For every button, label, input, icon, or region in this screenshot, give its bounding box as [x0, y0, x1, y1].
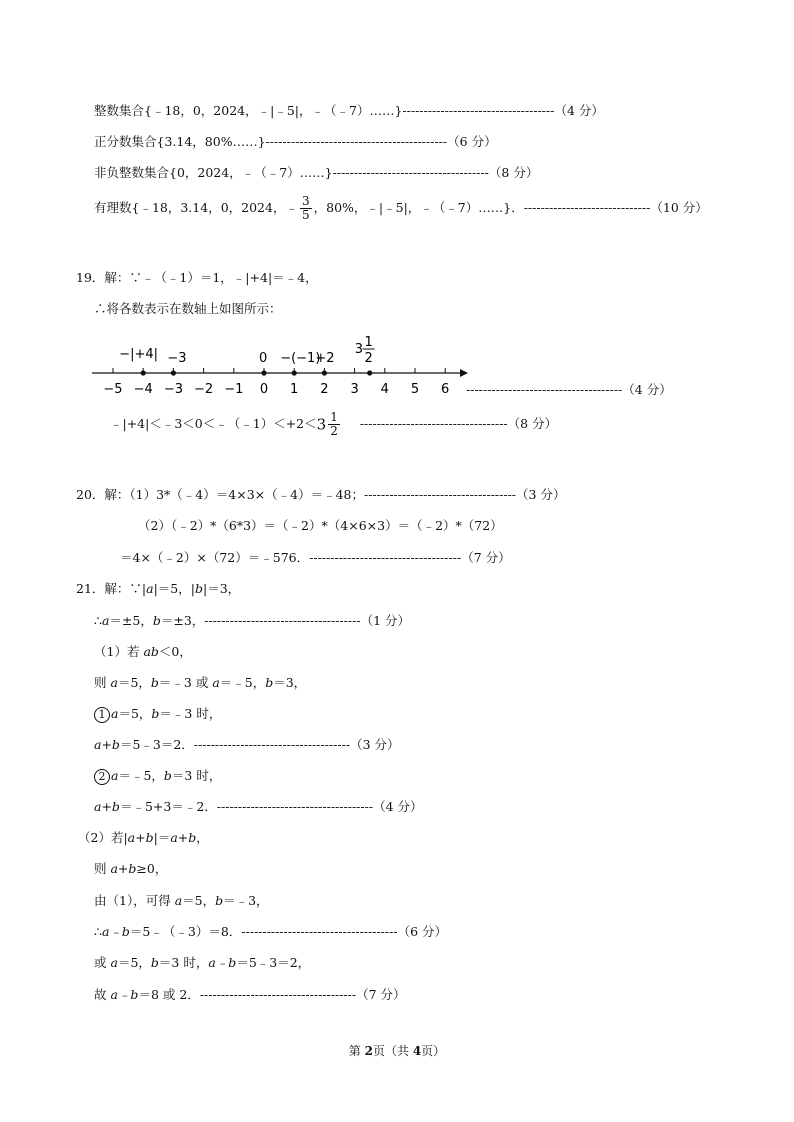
- text: ＝5﹣3＝2．: [119, 737, 194, 752]
- text: ＝±5，: [109, 613, 153, 628]
- q21-line4: [94, 675, 306, 691]
- q21-line3: [94, 644, 192, 660]
- tick-label: −5: [103, 382, 123, 397]
- score-label: （6 分）: [397, 924, 447, 939]
- text: ＝3 时，: [158, 955, 209, 970]
- dash-leader: ------------------------------------: [402, 103, 555, 118]
- text: （2）若|: [78, 830, 128, 845]
- text: ＝﹣5+3＝﹣2．: [119, 799, 217, 814]
- text: ＝3，: [273, 675, 307, 690]
- axis-point: [322, 370, 327, 375]
- q21-line10: [94, 861, 167, 877]
- mixed-number-fraction: [328, 411, 340, 438]
- score-label: （3 分）: [350, 737, 400, 752]
- score-label: （7 分）: [461, 550, 511, 565]
- tick-label: 4: [380, 382, 389, 397]
- q21-line5: [94, 706, 221, 723]
- var-a: a: [111, 768, 119, 783]
- page-number: 2: [364, 1044, 373, 1058]
- q20-part1: 20．解：（1）3*（﹣4）＝4×3×（﹣4）＝﹣48；: [76, 487, 364, 502]
- text: ≥0，: [136, 861, 168, 876]
- comparison-text: ﹣|+4|＜﹣3＜0＜﹣（﹣1）＜+2＜: [110, 416, 317, 431]
- q20-line2: （2）（﹣2）*（6*3）＝（﹣2）*（4×6×3）＝（﹣2）*（72）: [138, 518, 503, 533]
- var-b: b: [265, 675, 274, 690]
- integer-set-line: [94, 103, 604, 119]
- frac-denominator: 2: [330, 424, 338, 438]
- point-label: −(−1): [280, 351, 321, 366]
- positive-fraction-set-text: 正分数集合{3.14，80%……}: [94, 134, 266, 149]
- axis-point: [367, 370, 372, 375]
- text: 页）: [421, 1044, 446, 1058]
- dash-leader: -------------------------------------------: [265, 134, 448, 149]
- var-b: b: [151, 706, 160, 721]
- text: ＝5，: [118, 706, 152, 721]
- tick-label: 6: [441, 382, 450, 397]
- score-label: （6 分）: [447, 134, 497, 149]
- var-a: a: [174, 893, 183, 908]
- text: 则: [94, 861, 111, 876]
- var-a-plus-b: a+b: [127, 830, 154, 845]
- var-ab: ab: [143, 644, 159, 659]
- tick-label: 0: [259, 382, 269, 397]
- text: （1）若: [94, 644, 144, 659]
- rational-set-text-a: 有理数{﹣18，3.14，0，2024，: [94, 200, 286, 215]
- q21-line6: [94, 737, 400, 753]
- dash-leader: -------------------------------------: [332, 165, 489, 180]
- point-label: −3: [167, 351, 187, 366]
- var-a-plus-b: a+b: [94, 737, 120, 752]
- point-label: +2: [315, 351, 335, 366]
- tick-label: 1: [290, 382, 299, 397]
- axis-point: [261, 370, 266, 375]
- q20-line3: [120, 550, 511, 566]
- text: |＝3，: [202, 581, 241, 596]
- circled-number-1: 1: [94, 707, 110, 723]
- rational-set-line: [94, 193, 708, 223]
- point-label-numerator: 1: [364, 336, 373, 350]
- frac-denominator: 5: [301, 208, 310, 222]
- var-a: a: [146, 581, 154, 596]
- q20-result: ＝4×（﹣2）×（72）＝﹣576．: [120, 550, 310, 565]
- page-total: 4: [412, 1044, 422, 1058]
- text: 或: [94, 955, 111, 970]
- var-a: a: [101, 613, 110, 628]
- page-footer: [0, 1042, 794, 1059]
- text: |＝5，|: [153, 581, 195, 596]
- text: ＝5﹣3＝2，: [236, 955, 311, 970]
- text: ＝5，: [117, 955, 151, 970]
- text: ＝5，: [117, 675, 151, 690]
- var-a: a: [110, 955, 118, 970]
- dash-leader: -------------------------------------: [216, 799, 374, 814]
- var-b: b: [194, 581, 203, 596]
- var-b: b: [150, 955, 159, 970]
- score-label: （8 分）: [488, 165, 539, 180]
- q21-line8: [94, 799, 423, 815]
- text: ＝8 或 2．: [138, 987, 200, 1002]
- tick-label: −3: [163, 382, 183, 397]
- point-label: −|+4|: [119, 347, 159, 362]
- point-label: 0: [259, 351, 268, 366]
- text: ＝﹣5，: [219, 675, 266, 690]
- axis-point: [292, 370, 297, 375]
- q21-line12: [94, 924, 447, 940]
- q21-line14: [94, 987, 406, 1003]
- score-label: （8 分）: [507, 416, 558, 431]
- circled-number-2: 2: [94, 769, 110, 785]
- frac-numerator: 1: [330, 410, 338, 424]
- dash-leader: -------------------------------------: [204, 613, 361, 628]
- dash-leader: -------------------------------------: [193, 737, 351, 752]
- axis-point: [141, 370, 146, 375]
- score-label: （4 分）: [554, 103, 604, 118]
- q21-line1: [76, 581, 240, 597]
- dash-leader: ------------------------------------: [363, 487, 517, 502]
- text: 则: [94, 675, 111, 690]
- var-b: b: [215, 893, 224, 908]
- q21-line9: [78, 830, 209, 846]
- score-label: （4 分）: [622, 382, 672, 397]
- score-label: （4 分）: [373, 799, 423, 814]
- score-label: （3 分）: [516, 487, 566, 502]
- axis-point: [171, 370, 176, 375]
- q19-line1: 19．解：∵﹣（﹣1）＝1，﹣|+4|＝﹣4，: [76, 270, 318, 285]
- score-label: （7 分）: [356, 987, 406, 1002]
- text: ＝3 时，: [171, 768, 222, 783]
- q21-line2: [94, 613, 410, 629]
- text: ＝﹣3 时，: [159, 706, 222, 721]
- q21-line13: [94, 955, 310, 971]
- nonnegative-integer-set-text: 非负整数集合{0，2024，﹣（﹣7）……}: [94, 165, 333, 180]
- q19-score1-line: [466, 382, 672, 398]
- fraction-three-fifths: [300, 195, 312, 222]
- tick-label: 3: [350, 382, 359, 397]
- var-a-minus-b: a﹣b: [110, 987, 139, 1002]
- text: ∴: [94, 613, 102, 628]
- text: ＜0，: [158, 644, 192, 659]
- dash-leader: ------------------------------------: [309, 550, 462, 565]
- mixed-number-whole: 3: [316, 415, 327, 434]
- tick-label: −1: [224, 382, 244, 397]
- q19-comparison-line: [110, 408, 557, 441]
- integer-set-text: 整数集合{﹣18，0，2024，﹣|﹣5|，﹣（﹣7）……}: [94, 103, 403, 118]
- text: ＝5﹣（﹣3）＝8．: [129, 924, 242, 939]
- var-a-plus-b: a+b: [170, 830, 197, 845]
- text: 页（共: [372, 1044, 413, 1058]
- text: ＝﹣3 或: [158, 675, 213, 690]
- text: ＝5，: [182, 893, 216, 908]
- tick-label: −4: [133, 382, 153, 397]
- var-a-plus-b: a+b: [94, 799, 120, 814]
- dash-leader: -------------------------------------: [466, 382, 623, 397]
- q21-line11: [94, 893, 269, 909]
- frac-sign: ﹣: [285, 200, 298, 215]
- text: |＝: [153, 830, 171, 845]
- var-b: b: [150, 675, 159, 690]
- dash-leader: -------------------------------------: [241, 924, 398, 939]
- positive-fraction-set-line: [94, 134, 497, 150]
- axis-arrow: [460, 369, 468, 377]
- point-label-denominator: 2: [364, 351, 373, 366]
- text: 由（1），可得: [94, 893, 175, 908]
- var-a-plus-b: a+b: [110, 861, 137, 876]
- tick-label: −2: [194, 382, 214, 397]
- text: ＝﹣3，: [223, 893, 269, 908]
- dash-leader: ------------------------------: [523, 200, 651, 215]
- frac-numerator: 3: [301, 194, 310, 208]
- text: ＝±3，: [160, 613, 205, 628]
- point-label-whole: 3: [354, 342, 363, 357]
- q19-line2: ∴将各数表示在数轴上如图所示：: [94, 301, 282, 316]
- var-a: a: [111, 706, 119, 721]
- text: ，: [196, 830, 209, 845]
- var-b: b: [163, 768, 172, 783]
- score-label: （10 分）: [650, 200, 708, 215]
- var-a: a: [110, 675, 118, 690]
- text: 第: [348, 1044, 365, 1058]
- text: ＝﹣5，: [118, 768, 164, 783]
- q21-line7: [94, 768, 221, 785]
- q20-line1: [76, 487, 565, 503]
- var-a-minus-b: a﹣b: [208, 955, 237, 970]
- text: 21．解：∵|: [76, 581, 147, 596]
- var-a-minus-b: a﹣b: [101, 924, 130, 939]
- tick-label: 2: [320, 382, 329, 397]
- score-label: （1 分）: [360, 613, 411, 628]
- var-b: b: [152, 613, 161, 628]
- dash-leader: -------------------------------------: [199, 987, 357, 1002]
- dash-leader: -----------------------------------: [359, 416, 508, 431]
- nonnegative-integer-set-line: [94, 165, 538, 181]
- text: ∴: [94, 924, 102, 939]
- rational-set-text-b: ，80%，﹣|﹣5|，﹣（﹣7）……}．: [313, 200, 524, 215]
- tick-label: 5: [410, 382, 420, 397]
- var-a: a: [212, 675, 220, 690]
- text: 故: [94, 987, 111, 1002]
